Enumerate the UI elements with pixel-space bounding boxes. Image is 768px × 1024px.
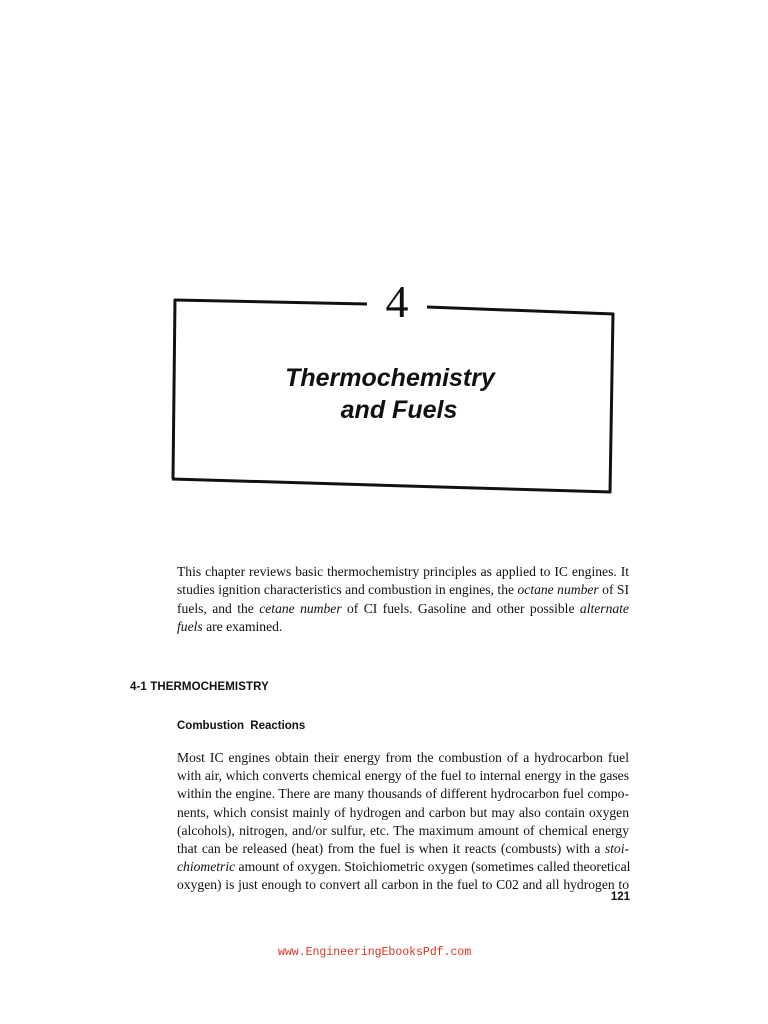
body-text: amount of oxygen. Stoichiometric oxygen (sometimes called theoretical bbox=[235, 859, 631, 875]
term-octane-number: octane number bbox=[517, 582, 599, 598]
intro-paragraph bbox=[177, 563, 629, 636]
term-stoichiometric-part2: chiometric bbox=[177, 859, 236, 875]
frame-left-line bbox=[173, 299, 175, 479]
body-line bbox=[177, 858, 629, 876]
intro-text: are examined. bbox=[202, 618, 283, 634]
body-line: with air, which converts chemical energy of the fuel to internal energy in the gases bbox=[177, 768, 629, 784]
body-line: (alcohols), nitrogen, and/or sulfur, etc. The maximum amount of chemical energy bbox=[177, 822, 629, 838]
body-line: Most IC engines obtain their energy from the combustion of a hydrocarbon fuel bbox=[177, 750, 629, 765]
intro-text: This chapter reviews basic thermochemistry principles as applied to IC engines. It studies ignition characteristics and combustion in engines, the bbox=[177, 564, 629, 598]
page-number: 121 bbox=[610, 891, 630, 903]
body-line: nents, which consist mainly of hydrogen and carbon but may also contain oxygen bbox=[177, 804, 629, 820]
chapter-title-line2: and Fuels bbox=[340, 396, 458, 424]
frame-bottom-line bbox=[172, 479, 611, 492]
chapter-title-line1: Thermochemistry bbox=[285, 364, 495, 392]
frame-right-line bbox=[610, 313, 613, 493]
intro-text: of CI fuels. Gasoline and other possible bbox=[341, 600, 580, 616]
term-alternate-fuels: alternate fuels bbox=[177, 600, 629, 634]
frame-top-left-line bbox=[174, 300, 367, 304]
section-heading: 4-1 THERMOCHEMISTRY bbox=[130, 681, 269, 693]
term-stoichiometric-part1: stoi- bbox=[604, 841, 629, 857]
subsection-heading: Combustion Reactions bbox=[177, 720, 306, 732]
chapter-number: 4 bbox=[385, 276, 409, 327]
body-paragraph bbox=[177, 749, 629, 895]
body-line: oxygen) is just enough to convert all carbon in the fuel to C02 and all hydrogen to bbox=[177, 877, 629, 893]
body-line bbox=[177, 840, 629, 858]
body-line: within the engine. There are many thousands of different hydrocarbon fuel compo- bbox=[177, 786, 629, 802]
watermark-url[interactable]: www.EngineeringEbooksPdf.com bbox=[278, 946, 472, 959]
intro-text: of SI fuels, and the bbox=[177, 582, 629, 616]
term-cetane-number: cetane number bbox=[259, 600, 342, 616]
chapter-title bbox=[240, 362, 540, 426]
body-text: that can be released (heat) from the fuel is when it reacts (combusts) with a bbox=[177, 841, 605, 857]
frame-top-right-line bbox=[427, 307, 614, 314]
